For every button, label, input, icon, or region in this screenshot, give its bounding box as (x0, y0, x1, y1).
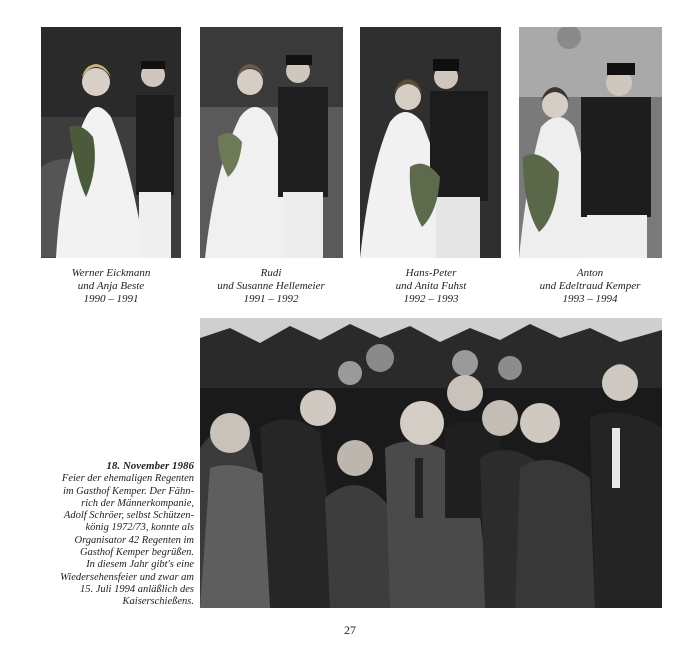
caption-photo-4 (520, 267, 660, 306)
event-caption (40, 460, 194, 609)
caption-years: 1991 – 1992 (243, 293, 299, 305)
event-date: 18. November 1986 (106, 460, 194, 472)
caption-name-line: und Edeltraud Kemper (539, 280, 641, 292)
caption-name-line: Anton (576, 267, 604, 279)
caption-name-line: Werner Eickmann (71, 267, 151, 279)
caption-name-line: und Anita Fuhst (395, 280, 467, 292)
caption-name-line: und Susanne Hellemeier (217, 280, 325, 292)
photo-kemper (519, 27, 662, 258)
event-caption-line: könig 1972/73, konnte als (85, 522, 194, 534)
event-caption-line: Gasthof Kemper begrüßen. (79, 547, 194, 559)
event-caption-line: In diesem Jahr gibt's eine (86, 559, 194, 571)
caption-photo-3 (361, 267, 501, 306)
event-caption-line: 15. Juli 1994 anläßlich des (79, 583, 194, 595)
event-caption-line: im Gasthof Kemper. Der Fähn- (63, 485, 194, 497)
caption-years: 1993 – 1994 (562, 293, 618, 305)
photo-eickmann-beste (41, 27, 181, 258)
caption-name-line: Hans-Peter (405, 267, 457, 279)
caption-years: 1990 – 1991 (83, 293, 139, 305)
event-caption-line: Kaiserschießens. (122, 596, 194, 608)
caption-name-line: und Anja Beste (77, 280, 145, 292)
event-caption-line: rich der Männerkompanie, (81, 497, 194, 509)
event-caption-line: Wiedersehensfeier und zwar am (60, 571, 194, 583)
caption-years: 1992 – 1993 (403, 293, 459, 305)
event-caption-line: Feier der ehemaligen Regenten (61, 473, 194, 485)
photo-regenten-feier (200, 318, 662, 608)
event-caption-line: Organisator 42 Regenten im (74, 534, 194, 546)
event-caption-line: Adolf Schröer, selbst Schützen- (63, 510, 194, 522)
page-number: 27 (344, 623, 356, 637)
photo-hellemeier (200, 27, 343, 258)
caption-name-line: Rudi (260, 267, 282, 279)
caption-photo-1 (41, 267, 181, 306)
photo-fuhst (360, 27, 501, 258)
caption-photo-2 (201, 267, 341, 306)
